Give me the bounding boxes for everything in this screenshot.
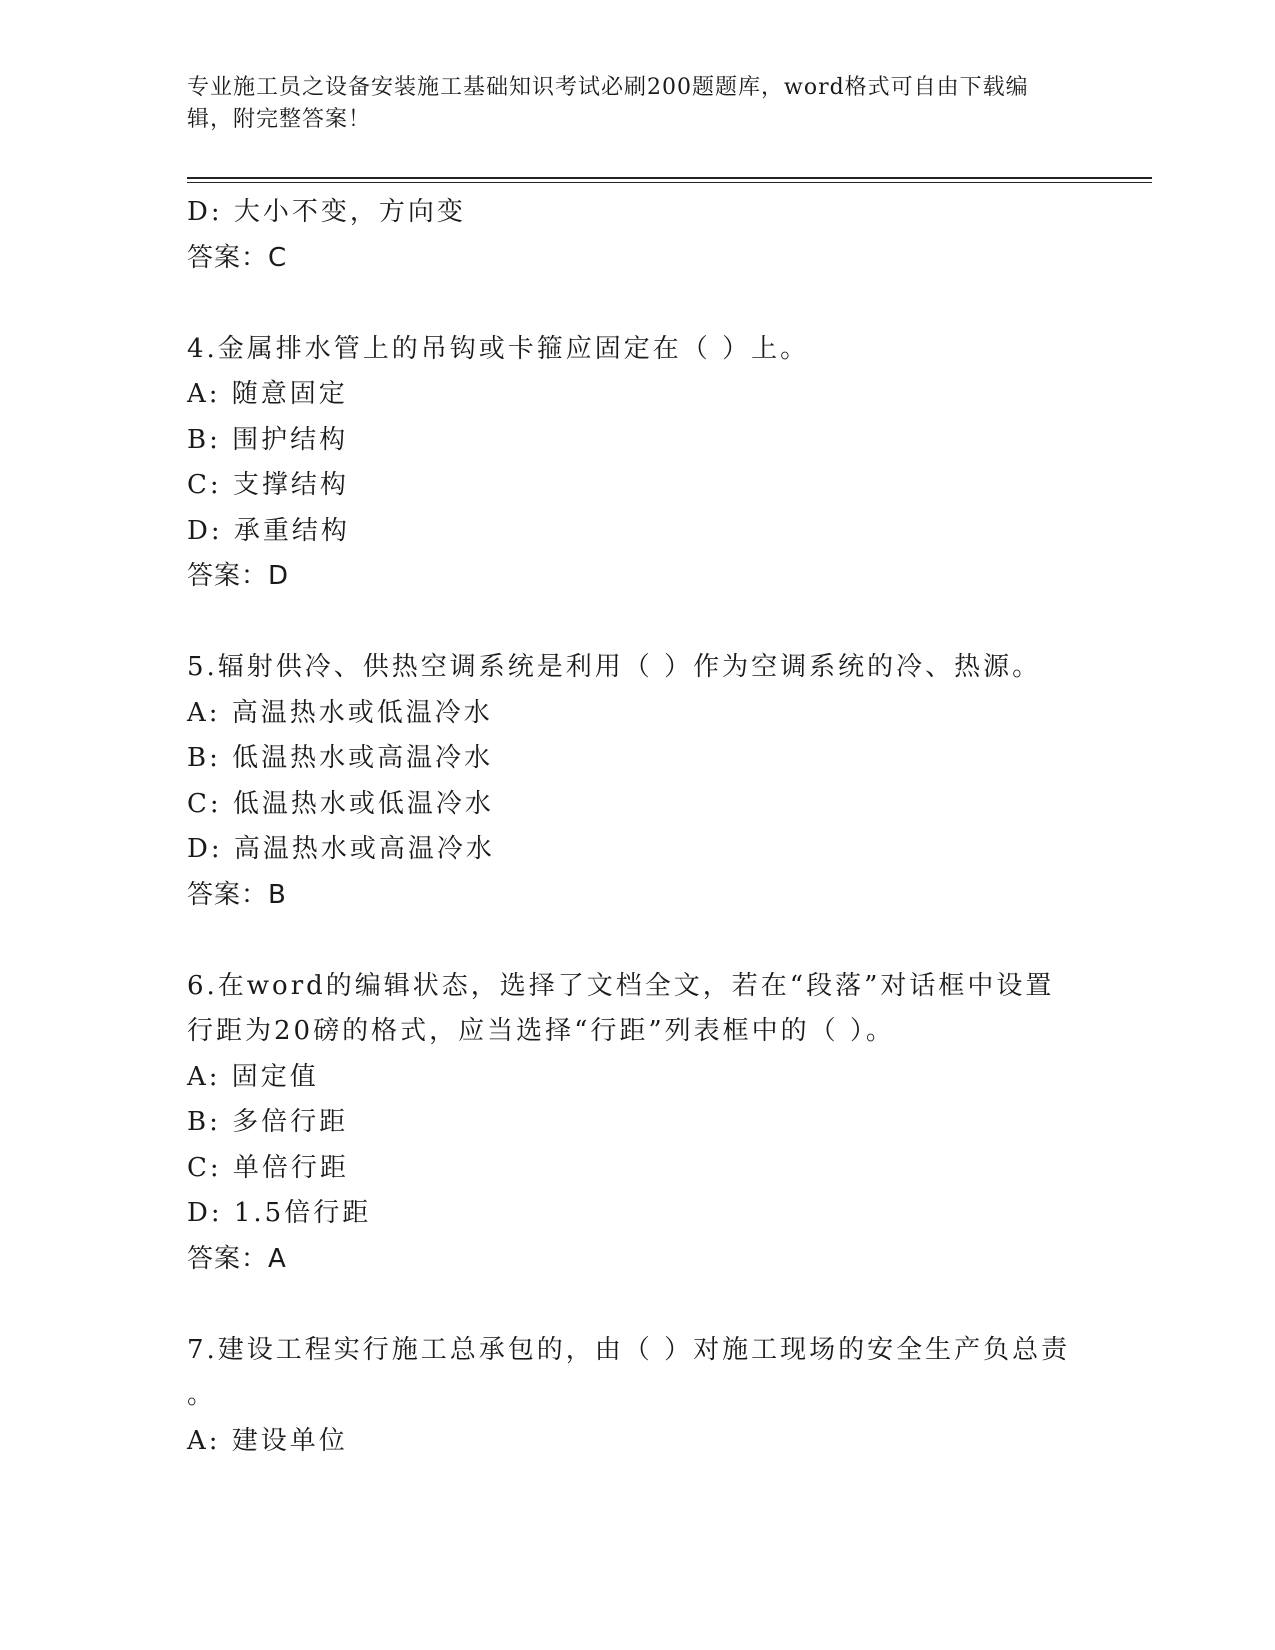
question-5 [187,645,1087,918]
question-7 [187,1328,1087,1465]
answer-line: 答案：C [187,242,288,273]
option-a: A: 随意固定 [187,379,348,409]
answer-line: 答案：B [187,879,287,910]
option-d: D: 1.5倍行距 [187,1198,372,1228]
option-a: A: 建设单位 [187,1425,348,1456]
header-divider-thick [187,177,1152,179]
question-stem-line-1: 7.建设工程实行施工总承包的，由（ ）对施工现场的安全生产负总责 [187,1334,1071,1365]
question-4 [187,327,1087,600]
question-3-tail [187,190,1087,281]
question-stem: 4.金属排水管上的吊钩或卡箍应固定在（ ）上。 [187,333,810,364]
question-stem-line-2: 行距为20磅的格式，应当选择“行距”列表框中的（ ）。 [187,1016,895,1046]
option-d: D: 承重结构 [187,515,350,546]
option-c: C: 单倍行距 [187,1152,349,1183]
option-c: C: 支撑结构 [187,470,349,500]
document-body [187,190,1087,1464]
option-b: B: 多倍行距 [187,1107,349,1137]
option-c: C: 低温热水或低温冷水 [187,788,494,819]
option-b: B: 围护结构 [187,424,349,455]
answer-line: 答案：A [187,1243,287,1274]
document-header [187,72,1067,136]
header-divider-thin [187,182,1152,183]
question-stem: 5.辐射供冷、供热空调系统是利用（ ）作为空调系统的冷、热源。 [187,652,1042,682]
option-a: A: 高温热水或低温冷水 [187,697,493,728]
option-d: D: 大小不变，方向变 [187,197,466,227]
option-d: D: 高温热水或高温冷水 [187,834,495,864]
option-a: A: 固定值 [187,1061,319,1092]
option-b: B: 低温热水或高温冷水 [187,743,494,773]
answer-line: 答案：D [187,561,290,591]
document-title: 专业施工员之设备安装施工基础知识考试必刷200题题库，word格式可自由下载编辑，附完整答案！ [187,75,1029,132]
question-6 [187,964,1087,1283]
question-stem-line-2: 。 [187,1380,217,1410]
question-stem-line-1: 6.在word的编辑状态，选择了文档全文，若在“段落”对话框中设置 [187,970,1055,1001]
